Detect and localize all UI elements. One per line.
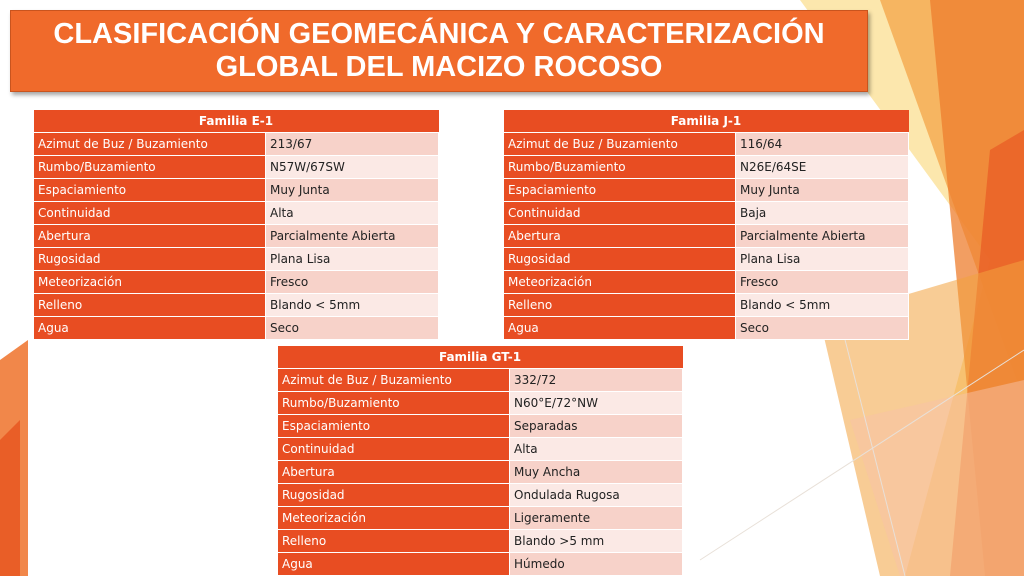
- table-row: [34, 202, 439, 225]
- row-value: Seco: [736, 317, 909, 340]
- row-label: Meteorización: [34, 271, 266, 294]
- row-label: Meteorización: [278, 507, 510, 530]
- table-row: [34, 317, 439, 340]
- row-label: Continuidad: [278, 438, 510, 461]
- row-label: Relleno: [504, 294, 736, 317]
- table-header-row: [278, 346, 683, 369]
- page-title: CLASIFICACIÓN GEOMECÁNICA Y CARACTERIZACIÓN GLOBAL DEL MACIZO ROCOSO: [53, 18, 825, 83]
- row-value: Húmedo: [510, 553, 683, 576]
- row-value: Parcialmente Abierta: [736, 225, 909, 248]
- row-value: Alta: [266, 202, 439, 225]
- row-value: Seco: [266, 317, 439, 340]
- row-value: Blando >5 mm: [510, 530, 683, 553]
- row-label: Agua: [34, 317, 266, 340]
- table-row: [504, 294, 909, 317]
- row-value: Fresco: [266, 271, 439, 294]
- row-label: Rumbo/Buzamiento: [34, 156, 266, 179]
- table-familia-e1: [33, 110, 439, 340]
- table-row: [504, 156, 909, 179]
- title-banner: [10, 10, 868, 92]
- row-value: Alta: [510, 438, 683, 461]
- table-row: [278, 369, 683, 392]
- table-row: [34, 271, 439, 294]
- row-label: Rugosidad: [504, 248, 736, 271]
- table-row: [278, 553, 683, 576]
- row-label: Relleno: [34, 294, 266, 317]
- row-value: 332/72: [510, 369, 683, 392]
- row-label: Continuidad: [34, 202, 266, 225]
- table-header: Familia J-1: [504, 110, 909, 133]
- row-label: Rugosidad: [34, 248, 266, 271]
- row-label: Espaciamiento: [278, 415, 510, 438]
- table-row: [504, 271, 909, 294]
- row-label: Abertura: [34, 225, 266, 248]
- table-row: [278, 415, 683, 438]
- row-label: Azimut de Buz / Buzamiento: [34, 133, 266, 156]
- row-label: Azimut de Buz / Buzamiento: [504, 133, 736, 156]
- table-row: [504, 202, 909, 225]
- table-row: [278, 530, 683, 553]
- table-row: [504, 225, 909, 248]
- table-header-row: [504, 110, 909, 133]
- row-value: 116/64: [736, 133, 909, 156]
- table-row: [504, 133, 909, 156]
- row-value: Plana Lisa: [736, 248, 909, 271]
- row-label: Abertura: [278, 461, 510, 484]
- table-row: [34, 133, 439, 156]
- row-label: Continuidad: [504, 202, 736, 225]
- row-value: Muy Junta: [266, 179, 439, 202]
- table-row: [278, 392, 683, 415]
- table-row: [34, 225, 439, 248]
- row-value: N60°E/72°NW: [510, 392, 683, 415]
- row-value: N26E/64SE: [736, 156, 909, 179]
- row-label: Rumbo/Buzamiento: [278, 392, 510, 415]
- table-familia-gt1: [277, 346, 683, 576]
- table-row: [34, 156, 439, 179]
- row-label: Rugosidad: [278, 484, 510, 507]
- table-row: [34, 248, 439, 271]
- table-header: Familia E-1: [34, 110, 439, 133]
- table-familia-j1: [503, 110, 909, 340]
- row-label: Abertura: [504, 225, 736, 248]
- row-value: Blando < 5mm: [266, 294, 439, 317]
- table-row: [278, 507, 683, 530]
- row-value: Ligeramente: [510, 507, 683, 530]
- row-label: Rumbo/Buzamiento: [504, 156, 736, 179]
- table-row: [278, 484, 683, 507]
- row-value: Blando < 5mm: [736, 294, 909, 317]
- table-row: [504, 179, 909, 202]
- table-row: [278, 461, 683, 484]
- row-value: Baja: [736, 202, 909, 225]
- table-row: [504, 317, 909, 340]
- row-label: Meteorización: [504, 271, 736, 294]
- row-label: Espaciamiento: [504, 179, 736, 202]
- row-value: Muy Ancha: [510, 461, 683, 484]
- row-value: 213/67: [266, 133, 439, 156]
- table-row: [504, 248, 909, 271]
- table-row: [278, 438, 683, 461]
- row-value: Fresco: [736, 271, 909, 294]
- row-value: N57W/67SW: [266, 156, 439, 179]
- row-label: Agua: [504, 317, 736, 340]
- row-label: Agua: [278, 553, 510, 576]
- row-value: Plana Lisa: [266, 248, 439, 271]
- row-value: Muy Junta: [736, 179, 909, 202]
- row-label: Azimut de Buz / Buzamiento: [278, 369, 510, 392]
- table-header-row: [34, 110, 439, 133]
- table-header: Familia GT-1: [278, 346, 683, 369]
- table-row: [34, 179, 439, 202]
- row-value: Parcialmente Abierta: [266, 225, 439, 248]
- row-label: Espaciamiento: [34, 179, 266, 202]
- row-label: Relleno: [278, 530, 510, 553]
- table-row: [34, 294, 439, 317]
- row-value: Separadas: [510, 415, 683, 438]
- row-value: Ondulada Rugosa: [510, 484, 683, 507]
